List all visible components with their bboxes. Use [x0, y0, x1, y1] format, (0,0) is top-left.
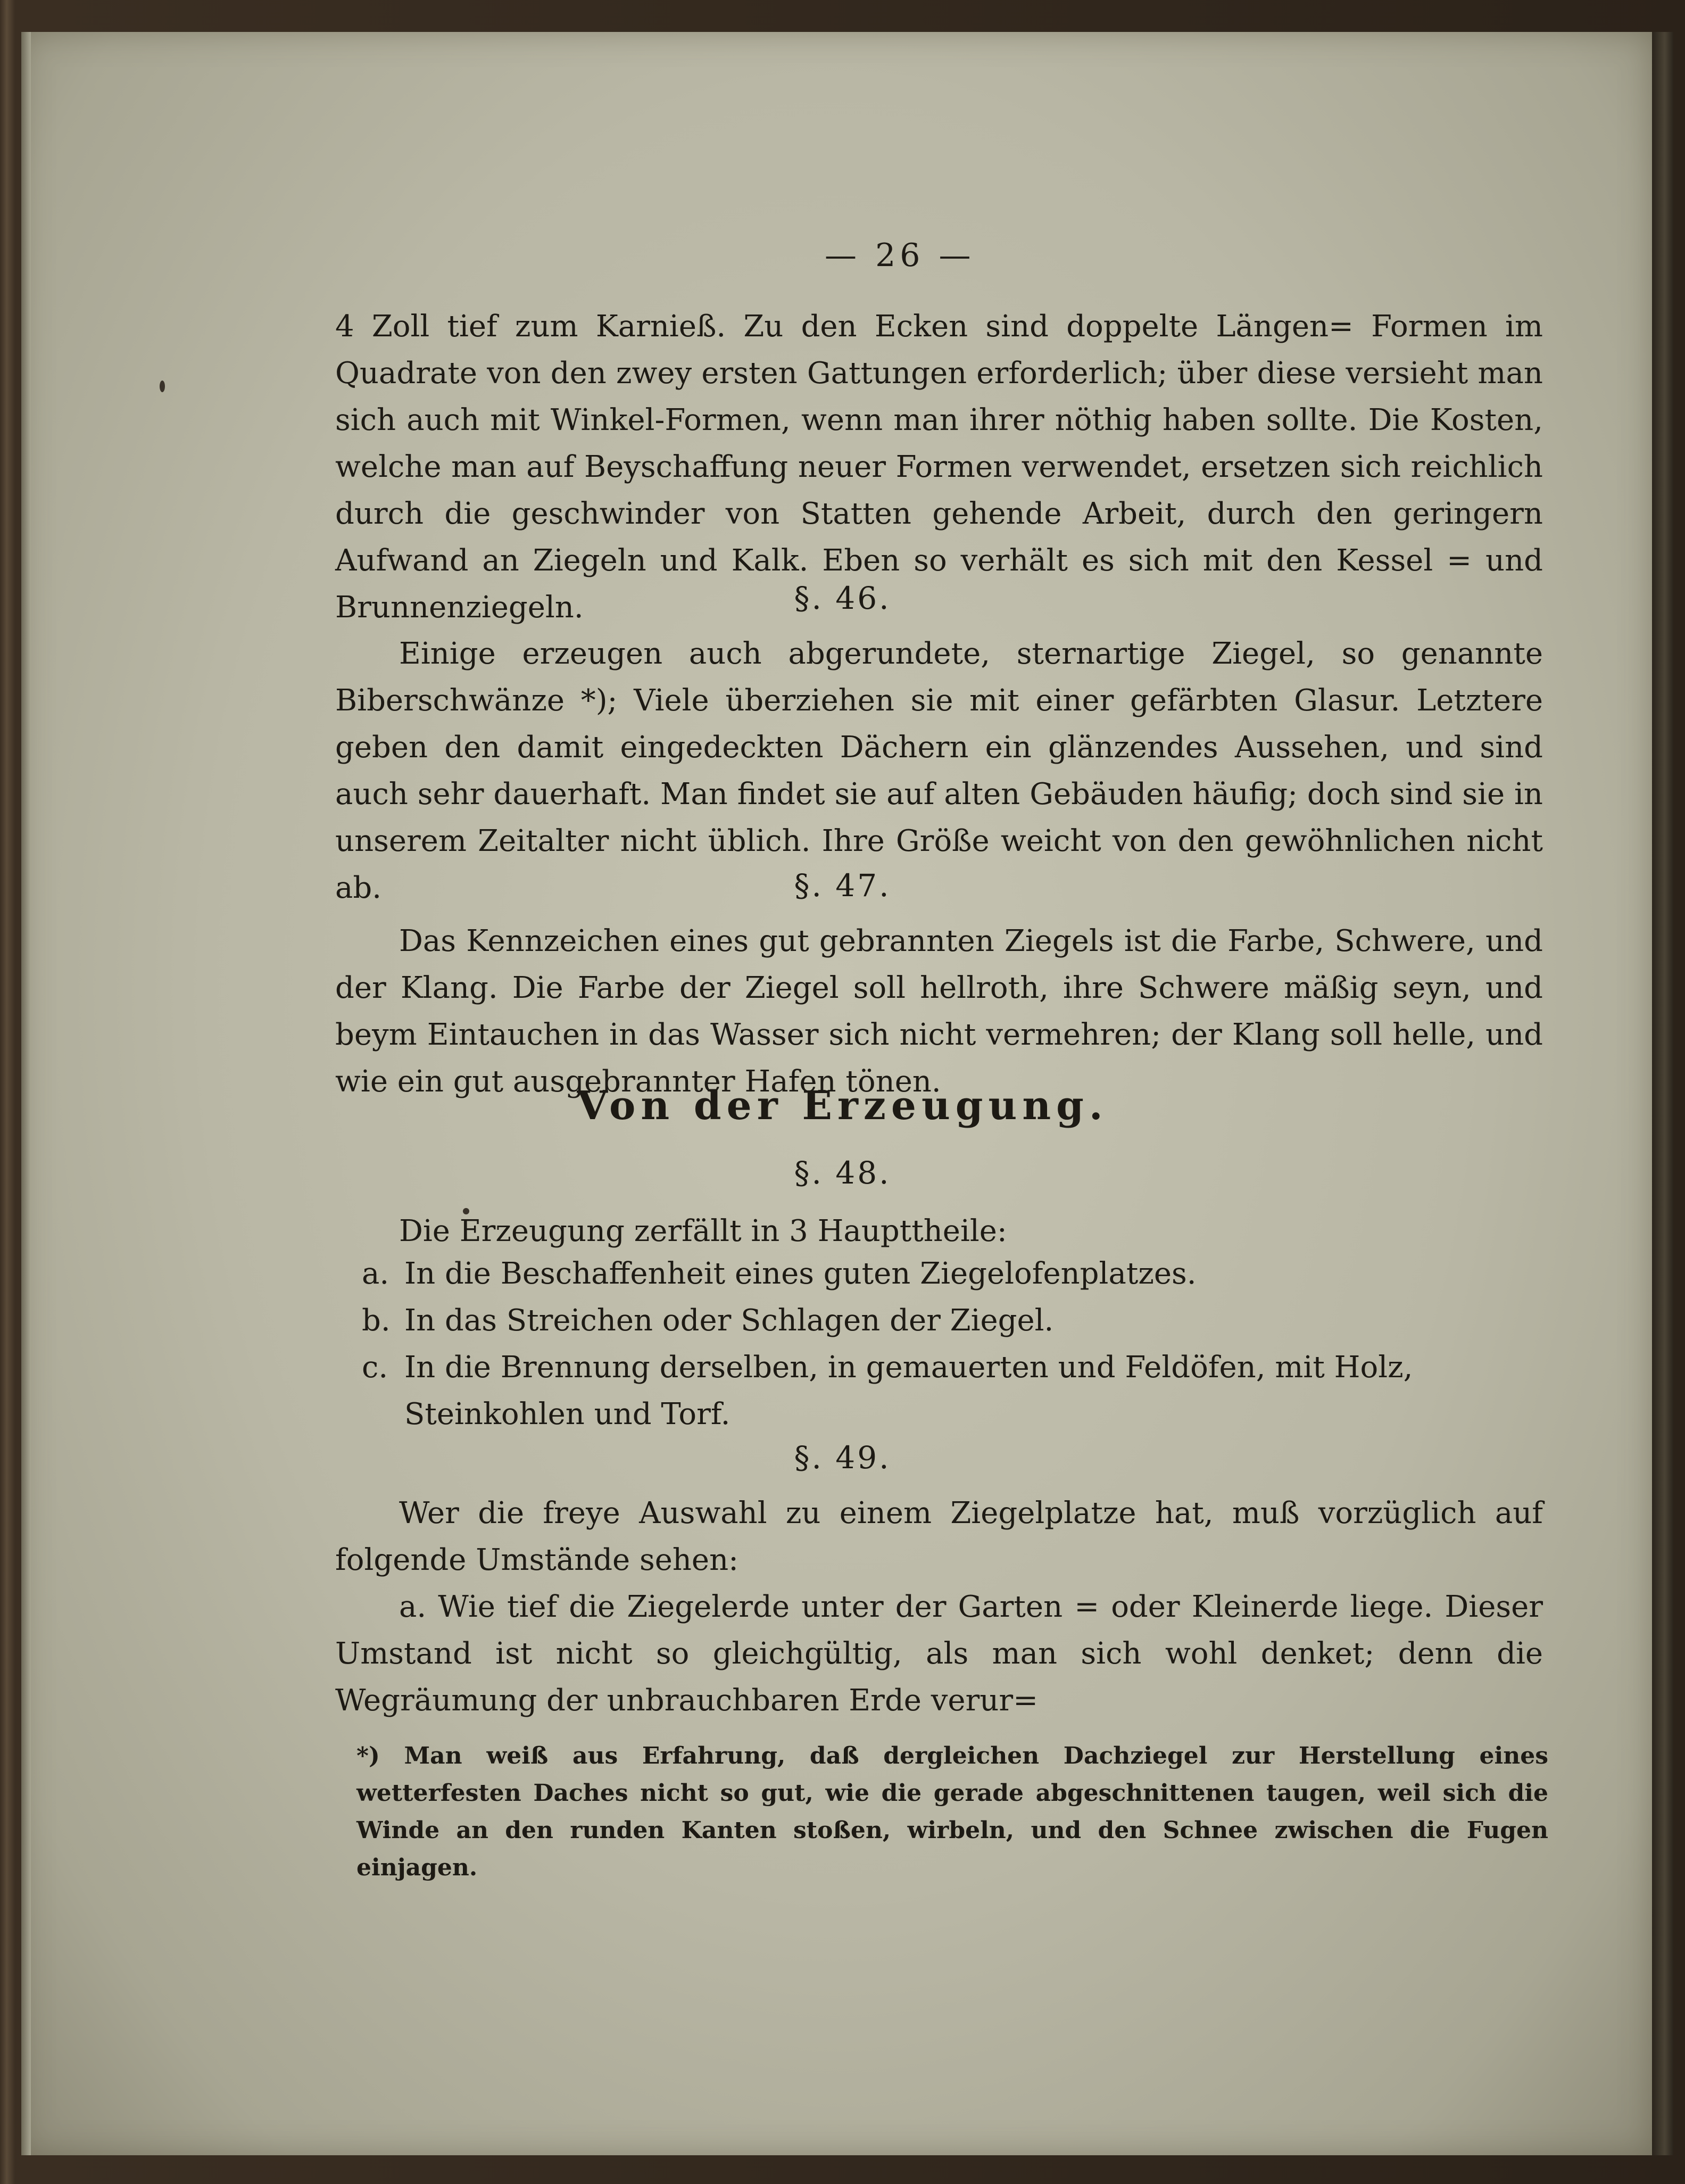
- section-47-text: Das Kennzeichen eines gut gebrannten Ziegels ist die Farbe, Schwere, und der Klang. Die Farbe der Ziegel soll hellroth, ihre Schwere mäßig seyn, und beym Eintauchen in das Wasser sich nicht vermehren; der Klang soll helle, und wie ein gut ausgebrannter Hafen tönen.: [335, 924, 1543, 1099]
- list-marker: c.: [362, 1350, 388, 1385]
- section-48-heading: §. 48.: [794, 1155, 891, 1191]
- list-item: [362, 1251, 1543, 1297]
- list-item-text: In die Brennung derselben, in gemauerten und Feldöfen, mit Holz, Steinkohlen und Torf.: [404, 1350, 1413, 1432]
- page-number: — 26 —: [825, 237, 975, 274]
- section-48-intro: Die Erzeugung zerfällt in 3 Haupttheile:: [399, 1214, 1007, 1248]
- section-48-list: [362, 1251, 1543, 1438]
- top-paragraph: 4 Zoll tief zum Karnieß. Zu den Ecken sind doppelte Längen= Formen im Quadrate von den zwey ersten Gattungen erforderlich; über diese versieht man sich auch mit Winkel-Formen, wenn man ihrer nöthig haben sollte. Die Kosten, welche man auf Beyschaffung neuer Formen verwendet, ersetzen sich reichlich durch die geschwinder von Statten gehende Arbeit, durch den geringern Aufwand an Ziegeln und Kalk. Eben so verhält es sich mit den Kessel = und Brunnenziegeln.: [335, 309, 1543, 625]
- section-46-text: Einige erzeugen auch abgerundete, sternartige Ziegel, so genannte Biberschwänze *); Viele überziehen sie mit einer gefärbten Glasur. Letztere geben den damit eingedeckten Dächern ein glänzendes Aussehen, und sind auch sehr dauerhaft. Man findet sie auf alten Gebäuden häufig; doch sind sie in unserem Zeitalter nicht üblich. Ihre Größe weicht von den gewöhnlichen nicht ab.: [335, 636, 1543, 905]
- section-47-heading: §. 47.: [794, 867, 891, 904]
- section-49-point-a: a. Wie tief die Ziegelerde unter der Garten = oder Kleinerde liege. Dieser Umstand ist nicht so gleichgültig, als man sich wohl denket; denn die Wegräumung der unbrauchbaren Erde verur=: [335, 1590, 1543, 1718]
- list-item-text: In die Beschaffenheit eines guten Ziegelofenplatzes.: [404, 1256, 1197, 1291]
- section-46-heading: §. 46.: [794, 580, 891, 616]
- list-item-text: In das Streichen oder Schlagen der Ziegel.: [404, 1303, 1054, 1338]
- list-marker: b.: [362, 1303, 391, 1338]
- list-item: [362, 1297, 1543, 1344]
- list-marker: a.: [362, 1256, 389, 1291]
- ink-speck: [160, 380, 165, 392]
- chapter-heading: Von der Erzeugung.: [577, 1083, 1108, 1129]
- list-item: [362, 1344, 1543, 1438]
- section-49-heading: §. 49.: [794, 1440, 891, 1476]
- section-49-text: Wer die freye Auswahl zu einem Ziegelplatze hat, muß vorzüglich auf folgende Umstände sehen:: [335, 1496, 1543, 1577]
- footnote: *) Man weiß aus Erfahrung, daß dergleichen Dachziegel zur Herstellung eines wetterfesten Daches nicht so gut, wie die gerade abgeschnittenen taugen, weil sich die Winde an den runden Kanten stoßen, wirbeln, und den Schnee zwischen die Fugen einjagen.: [356, 1742, 1548, 1881]
